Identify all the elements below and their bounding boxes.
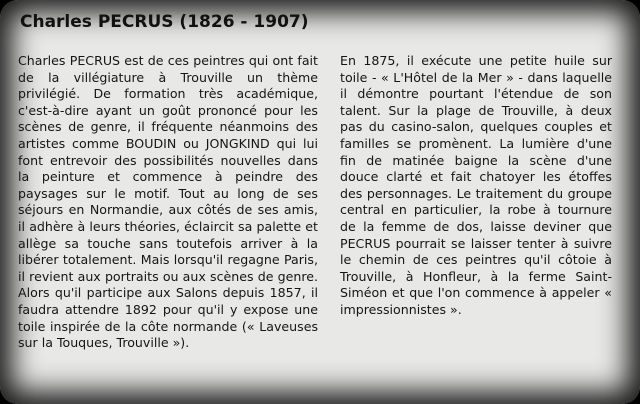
right-column (340, 53, 612, 319)
left-column (18, 53, 318, 352)
left-column-text: Charles PECRUS est de ces peintres qui ont fait de la villégiature à Trouville un thème privilégié. De formation très académique, c'est-à-dire ayant un goût prononcé pour les scènes de genre, il fréquente néanmoins des artistes comme BOUDIN ou JONGKIND qui lui font entrevoir des possibilités nouvelles dans la peinture et commence à peindre des paysages sur le motif. Tout au long de ses séjours en Normandie, aux côtés de ses amis, il adhère à leurs théories, éclaircit sa palette et allège sa touche sans toutefois arriver à la libérer totalement. Mais lorsqu'il regagne Paris, il revient aux portraits ou aux scènes de genre. Alors qu'il participe aux Salons depuis 1857, il faudra attendre 1892 pour qu'il y expose une toile inspirée de la côte normande (« Laveuses sur la Touques, Trouville »). (18, 53, 318, 351)
right-column-text: En 1875, il exécute une petite huile sur toile - « L'Hôtel de la Mer » - dans laquelle il démontre pourtant l'étendue de son talent. Sur la plage de Trouville, à deux pas du casino-salon, quelques couples et familles se promènent. La lumière d'une fin de matinée baigne la scène d'une douce clarté et fait chatoyer les étoffes des personnages. Le traitement du groupe central en particulier, la robe à tournure de la femme de dos, laisse deviner que PECRUS pourrait se laisser tenter à suivre le chemin de ces peintres qu'il côtoie à Trouville, à Honfleur, à la ferme Saint-Siméon et que l'on commence à appeler « impressionnistes ». (340, 53, 612, 317)
panel-title: Charles PECRUS (1826 - 1907) (20, 12, 309, 32)
